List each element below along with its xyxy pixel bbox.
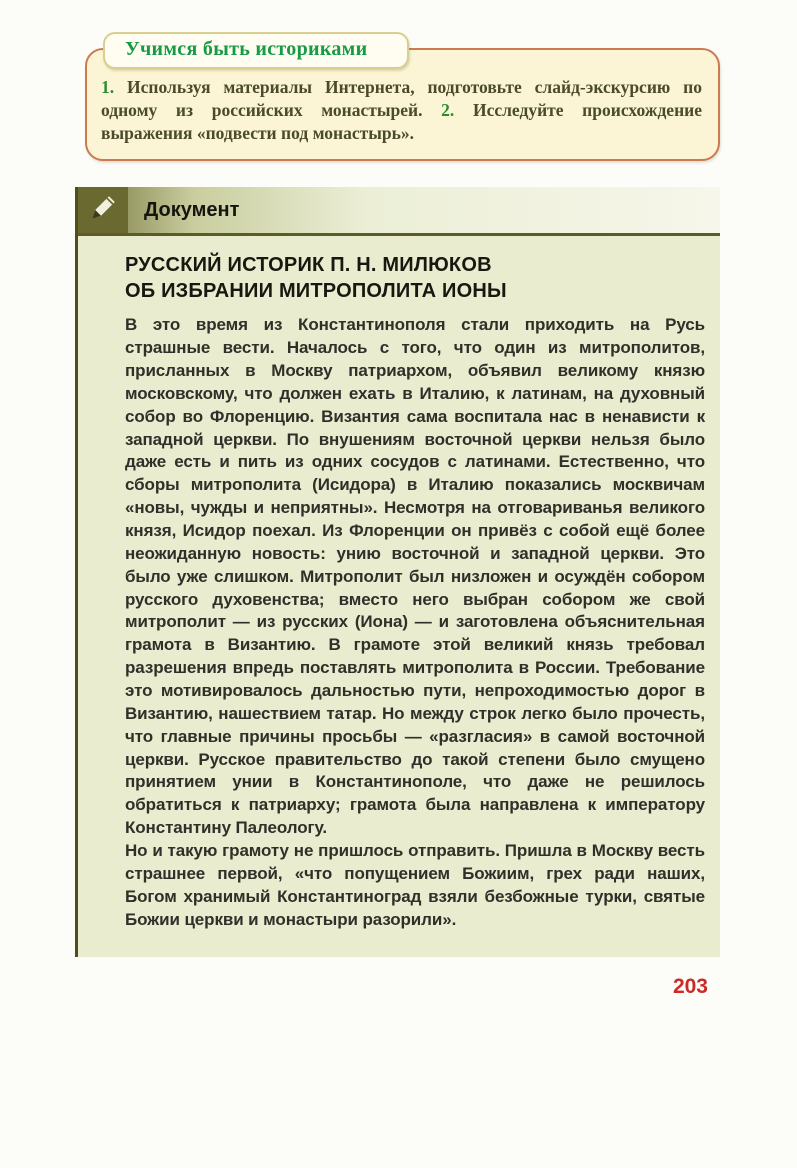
document-section-label: Документ: [144, 198, 240, 221]
tasks-box: [85, 38, 720, 161]
task-1-text: Используя материалы Интернета, подготовьте слайд-экскурсию по одному из российских монастырей.: [101, 77, 703, 121]
document-title-line2: ОБ ИЗБРАНИИ МИТРОПОЛИТА ИОНЫ: [125, 280, 507, 303]
textbook-page: [0, 38, 797, 1168]
rubric-badge: [103, 32, 409, 69]
task-1-number: 1.: [101, 77, 115, 97]
document-title: [125, 252, 705, 304]
tasks-text: [101, 76, 702, 145]
rubric-title: Учимся быть историками: [125, 38, 368, 60]
document-paragraph: В это время из Константинополя стали приходить на Русь страшные вести. Началось с того, что один из митрополитов, присланных в Москву патриархом, объявил великому князю московскому, что должен ехать в Италию, к латинам, на духовный собор во Флоренцию. Византия сама воспитала нас в ненависти к западной церкви. По внушениям восточной церкви нельзя было даже есть и пить из одних сосудов с латинами. Естественно, что сборы митрополита (Исидора) в Италию показались москвичам «новы, чужды и неприятны». Несмотря на отговариванья великого князя, Исидор поехал. Из Флоренции он привёз с собой ещё более неожиданную новость: унию восточной и западной церкви. Это было уже слишком. Митрополит был низложен и осуждён собором русского духовенства; вместо него выбран собором же свой митрополит — из русских (Иона) — и заготовлена объяснительная грамота в Византию. В грамоте этой великий князь требовал разрешения впредь поставлять митрополита в России. Требование это мотивировалось дальностью пути, непроходимостью дорог в Византию, нашествием татар. Но между строк легко было прочесть, что главные причины просьбы — «разгласия» в самой восточной церкви. Русское правительство до такой степени было смущено принятием унии в Константинополе, что даже не решилось обратиться к патриарху; грамота была направлена к императору Константину Палеологу.: [125, 315, 705, 838]
task-2-text: Исследуйте происхождение выражения «подвести под монастырь».: [101, 100, 703, 144]
page-number-row: [85, 975, 720, 999]
document-paragraph: Но и такую грамоту не пришлось отправить. Пришла в Москву весть страшнее первой, «что попущением Божиим, грех ради наших, Богом хранимый Константиноград взяли безбожные турки, святые Божии церкви и монастыри разорили».: [125, 841, 705, 929]
document-icon-box: [78, 187, 128, 233]
page-number: 203: [672, 975, 708, 999]
document-title-line1: РУССКИЙ ИСТОРИК П. Н. МИЛЮКОВ: [125, 254, 492, 277]
document-section: [75, 187, 720, 957]
writing-hand-icon: [88, 193, 118, 228]
document-body: [78, 233, 720, 957]
task-2-number: 2.: [441, 100, 455, 121]
document-header: [78, 187, 720, 233]
